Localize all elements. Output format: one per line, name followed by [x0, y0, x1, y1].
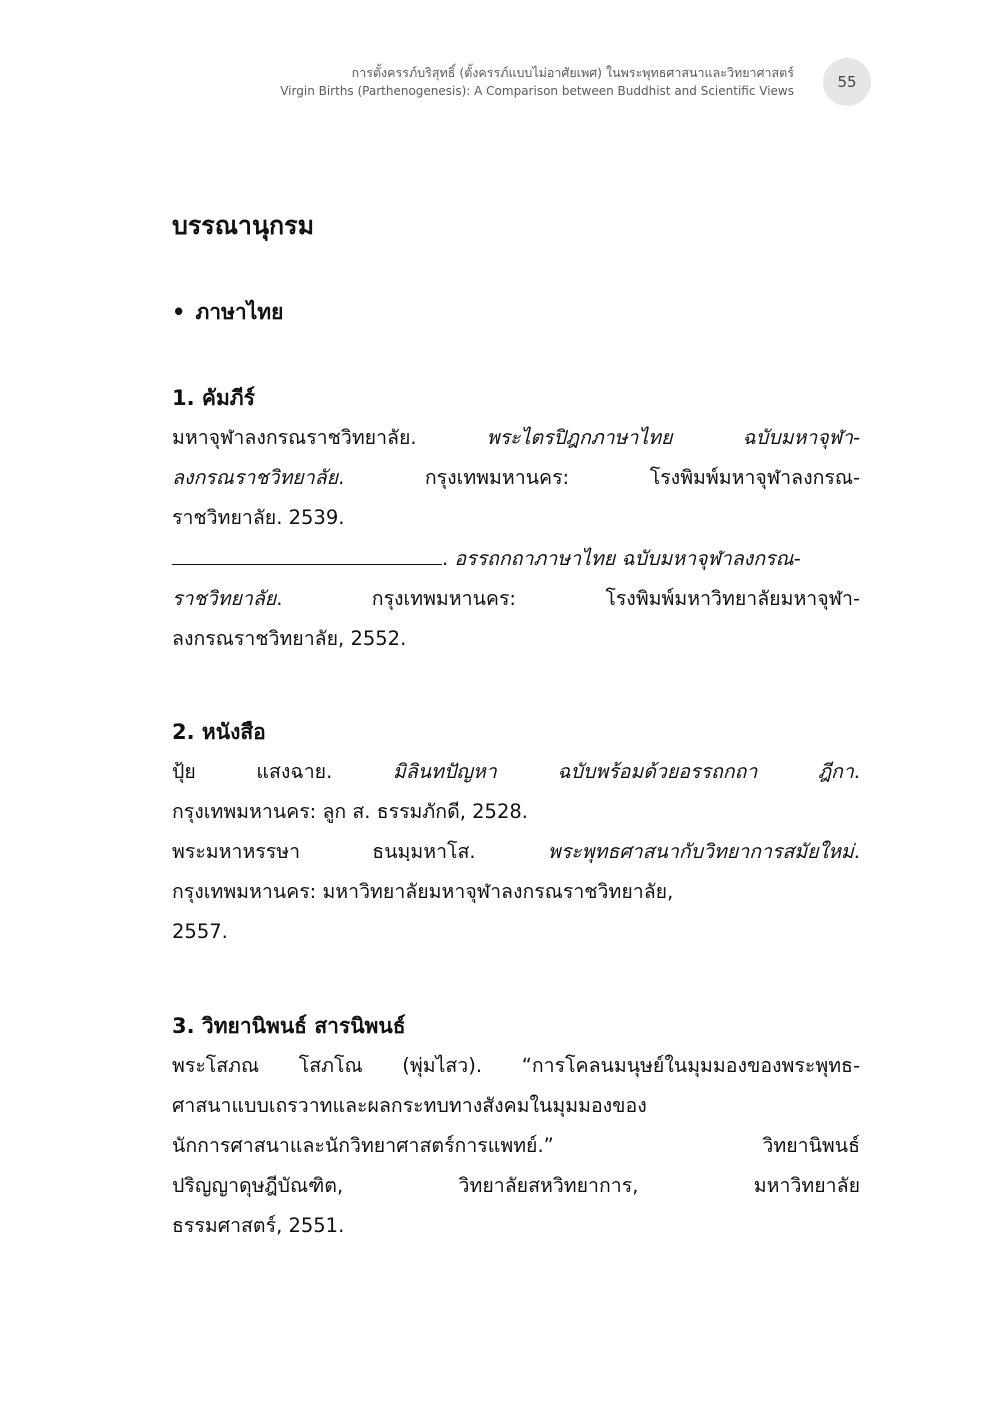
section-heading-scriptures: 1. คัมภีร์ [172, 386, 255, 410]
entry-line: ปริญญาดุษฎีบัณฑิต, วิทยาลัยสหวิทยาการ, มหาวิทยาลัย [172, 1174, 860, 1197]
entry-separator: . [853, 760, 860, 783]
bibliography-title: บรรณานุกรม [172, 211, 315, 240]
entry-author: ปุ้ย แสงฉาย. [172, 760, 393, 783]
bullet-icon: • [172, 300, 186, 324]
entry-author: มหาจุฬาลงกรณราชวิทยาลัย. [172, 426, 487, 449]
entry-line: ธรรมศาสตร์, 2551. [172, 1214, 345, 1237]
entry-line: 2557. [172, 920, 228, 943]
entry-line [172, 418, 860, 458]
entry-title: พระไตรปิฎกภาษาไทย ฉบับมหาจุฬา- [486, 426, 860, 449]
entry-line [172, 458, 860, 498]
page-number-badge: 55 [823, 58, 871, 106]
reference-entry [172, 538, 860, 659]
entry-author: พระมหาหรรษา ธนมฺมหาโส. [172, 840, 548, 863]
entry-title: มิลินทปัญหา ฉบับพร้อมด้วยอรรถกถา ฎีกา [392, 760, 854, 783]
entry-line [172, 579, 860, 619]
entry-line [244, 538, 860, 579]
running-header-english: Virgin Births (Parthenogenesis): A Comparison between Buddhist and Scientific Views [280, 84, 794, 98]
entry-line: ลงกรณราชวิทยาลัย, 2552. [172, 627, 407, 650]
entry-line [172, 832, 860, 872]
entry-publisher: . กรุงเทพมหานคร: โรงพิมพ์มหาวิทยาลัยมหาจุฬา- [276, 587, 860, 610]
entry-title: ลงกรณราชวิทยาลัย [172, 466, 339, 489]
reference-entry [172, 752, 860, 832]
repeated-author-rule [172, 538, 442, 565]
entry-separator: . [853, 840, 860, 863]
entry-line: ศาสนาแบบเถรวาทและผลกระทบทางสังคมในมุมมองของ [172, 1094, 647, 1117]
entry-line: กรุงเทพมหานคร: มหาวิทยาลัยมหาจุฬาลงกรณราชวิทยาลัย, [172, 880, 674, 903]
section-books [172, 712, 860, 952]
section-heading-books: 2. หนังสือ [172, 720, 266, 744]
section-heading-theses: 3. วิทยานิพนธ์ สารนิพนธ์ [172, 1014, 406, 1038]
entry-title: อรรถกถาภาษาไทย ฉบับมหาจุฬาลงกรณ- [448, 547, 801, 570]
reference-entry [172, 418, 860, 538]
running-header-thai: การตั้งครรภ์บริสุทธิ์ (ตั้งครรภ์แบบไม่อาศัยเพศ) ในพระพุทธศาสนาและวิทยาศาสตร์ [351, 65, 794, 80]
reference-entry [172, 832, 860, 952]
running-header [280, 64, 794, 100]
reference-entry [172, 1046, 860, 1246]
entry-line: ราชวิทยาลัย. 2539. [172, 506, 345, 529]
language-heading-label: ภาษาไทย [195, 300, 284, 324]
entry-title: ราชวิทยาลัย [172, 587, 277, 610]
language-heading [172, 292, 283, 332]
entry-title: พระพุทธศาสนากับวิทยาการสมัยใหม่ [547, 840, 854, 863]
entry-line [172, 752, 860, 792]
entry-line: กรุงเทพมหานคร: ลูก ส. ธรรมภักดี, 2528. [172, 800, 528, 823]
entry-line: พระโสภณ โสภโณ (พุ่มไสว). “การโคลนมนุษย์ในมุมมองของพระพุทธ- [172, 1054, 860, 1077]
entry-line: นักการศาสนาและนักวิทยาศาสตร์การแพทย์.” วิทยานิพนธ์ [172, 1134, 860, 1157]
entry-publisher: . กรุงเทพมหานคร: โรงพิมพ์มหาจุฬาลงกรณ- [338, 466, 860, 489]
section-scriptures [172, 378, 860, 659]
section-theses [172, 1006, 860, 1246]
entry-separator: . [442, 547, 449, 570]
